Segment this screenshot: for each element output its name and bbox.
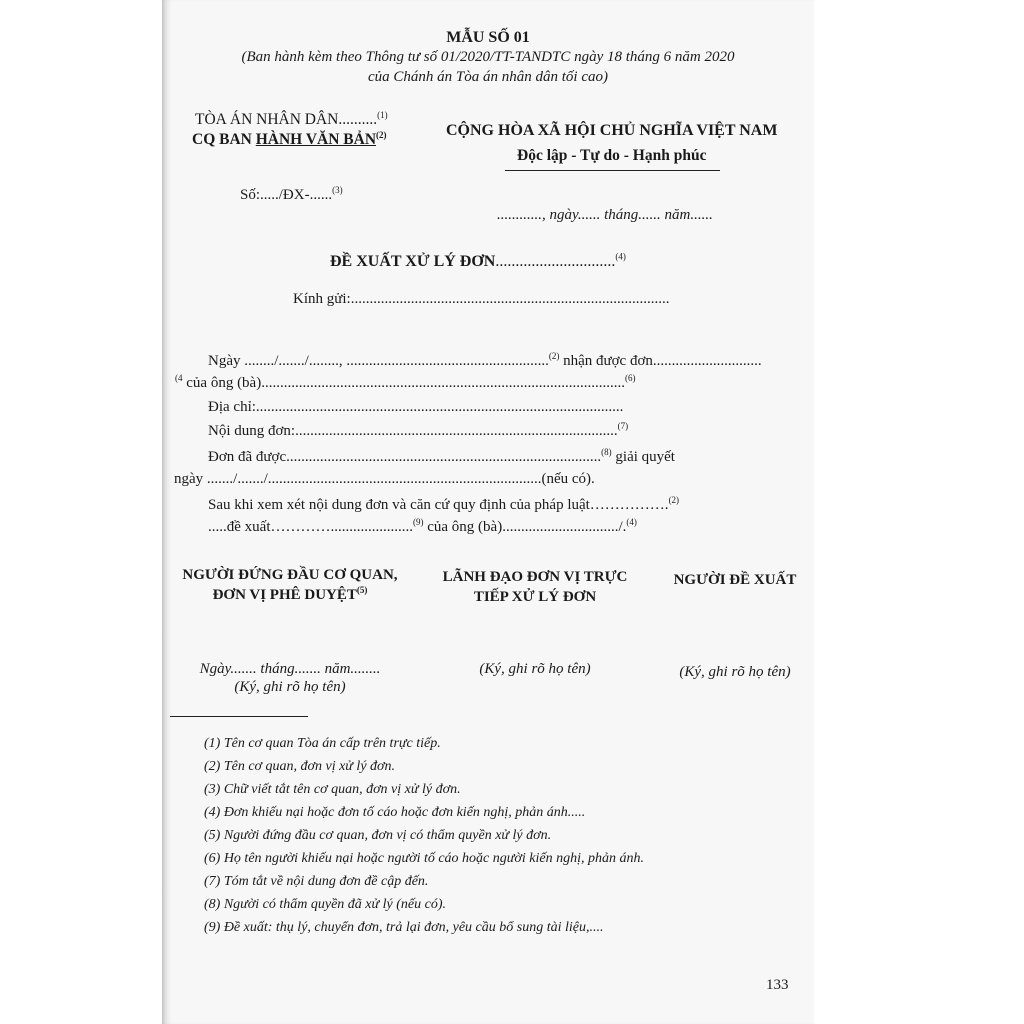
footnote-separator bbox=[170, 716, 308, 717]
footnote-7: (7) Tóm tắt về nội dung đơn đề cập đến. bbox=[204, 874, 429, 889]
issued-line-2: của Chánh án Tòa án nhân dân tối cao) bbox=[368, 69, 608, 85]
document-title: ĐỀ XUẤT XỬ LÝ ĐƠN..............................$^{(4)}$ bbox=[330, 251, 626, 270]
issuer-line: CQ BAN HÀNH VĂN BẢN$^{(2)}$ bbox=[192, 129, 387, 148]
body-line-received: Ngày ......../......./........, ......................................................$^{(2)}$ nhận được đơn............................. bbox=[208, 351, 762, 369]
signature-col1-sign: (Ký, ghi rõ họ tên) bbox=[234, 679, 346, 695]
background-left bbox=[0, 0, 162, 1024]
page-number: 133 bbox=[766, 977, 789, 993]
body-line-address: Địa chỉ:.................................................................................................. bbox=[208, 399, 624, 415]
footnote-8: (8) Người có thẩm quyền đã xử lý (nếu có). bbox=[204, 897, 447, 912]
court-line: TÒA ÁN NHÂN DÂN..........$^{(1)}$ bbox=[195, 109, 388, 128]
body-line-review: Sau khi xem xét nội dung đơn và căn cứ quy định của pháp luật…………….$^{(2)}$ bbox=[208, 495, 680, 513]
signature-col3-sign: (Ký, ghi rõ họ tên) bbox=[679, 664, 791, 680]
country-name: CỘNG HÒA XÃ HỘI CHỦ NGHĨA VIỆT NAM bbox=[446, 122, 778, 139]
signature-col3-title: NGƯỜI ĐỀ XUẤT bbox=[673, 572, 797, 588]
recipient-line: Kính gửi:..................................................................................... bbox=[293, 291, 670, 307]
body-line-content: Nội dung đơn:......................................................................................$^{(7)}$ bbox=[208, 421, 629, 439]
footnote-1: (1) Tên cơ quan Tòa án cấp trên trực tiếp. bbox=[204, 736, 441, 751]
background-right bbox=[814, 0, 1024, 1024]
form-number: MẪU SỐ 01 bbox=[446, 29, 530, 46]
issued-line-1: (Ban hành kèm theo Thông tư số 01/2020/TT-TANDTC ngày 18 tháng 6 năm 2020 bbox=[241, 49, 735, 65]
footnote-3: (3) Chữ viết tắt tên cơ quan, đơn vị xử lý đơn. bbox=[204, 782, 461, 797]
signature-col2-title-2: TIẾP XỬ LÝ ĐƠN bbox=[473, 589, 597, 605]
national-motto: Độc lập - Tự do - Hạnh phúc bbox=[517, 147, 707, 164]
signature-col1-title-2: ĐƠN VỊ PHÊ DUYỆT$^{(5)}$ bbox=[212, 585, 368, 603]
signature-col1-date: Ngày....... tháng....... năm........ bbox=[199, 661, 381, 677]
footnote-6: (6) Họ tên người khiếu nại hoặc người tố cáo hoặc người kiến nghị, phản ánh. bbox=[204, 851, 644, 866]
footnote-9: (9) Đề xuất: thụ lý, chuyển đơn, trả lại đơn, yêu cầu bổ sung tài liệu,.... bbox=[204, 920, 604, 935]
document-number: Số:...../ĐX-......$^{(3)}$ bbox=[240, 185, 343, 203]
signature-col2-sign: (Ký, ghi rõ họ tên) bbox=[479, 661, 591, 677]
signature-col1-title-1: NGƯỜI ĐỨNG ĐẦU CƠ QUAN, bbox=[182, 567, 398, 583]
footnote-5: (5) Người đứng đầu cơ quan, đơn vị có thẩm quyền xử lý đơn. bbox=[204, 828, 552, 843]
page-gutter-shadow bbox=[162, 0, 172, 1024]
body-line-proposal: .....đề xuất…………......................$^{(9)}$ của ông (bà).............................../.$^{(4)}$ bbox=[208, 517, 637, 535]
body-line-handled: Đơn đã được....................................................................................$^{(8)}$ giải quyết bbox=[208, 447, 675, 465]
footnote-2: (2) Tên cơ quan, đơn vị xử lý đơn. bbox=[204, 759, 396, 774]
place-date-line: ............, ngày...... tháng...... năm...... bbox=[497, 207, 713, 223]
body-line-sender: $^{(4}$ của ông (bà).................................................................................................$^{(6)}$ bbox=[175, 373, 636, 391]
footnote-4: (4) Đơn khiếu nại hoặc đơn tố cáo hoặc đơn kiến nghị, phản ánh..... bbox=[204, 805, 586, 820]
body-line-handled-date: ngày ......./......./.........................................................................(nếu có). bbox=[174, 471, 595, 487]
signature-col2-title-1: LÃNH ĐẠO ĐƠN VỊ TRỰC bbox=[442, 569, 628, 585]
motto-underline bbox=[505, 170, 720, 171]
